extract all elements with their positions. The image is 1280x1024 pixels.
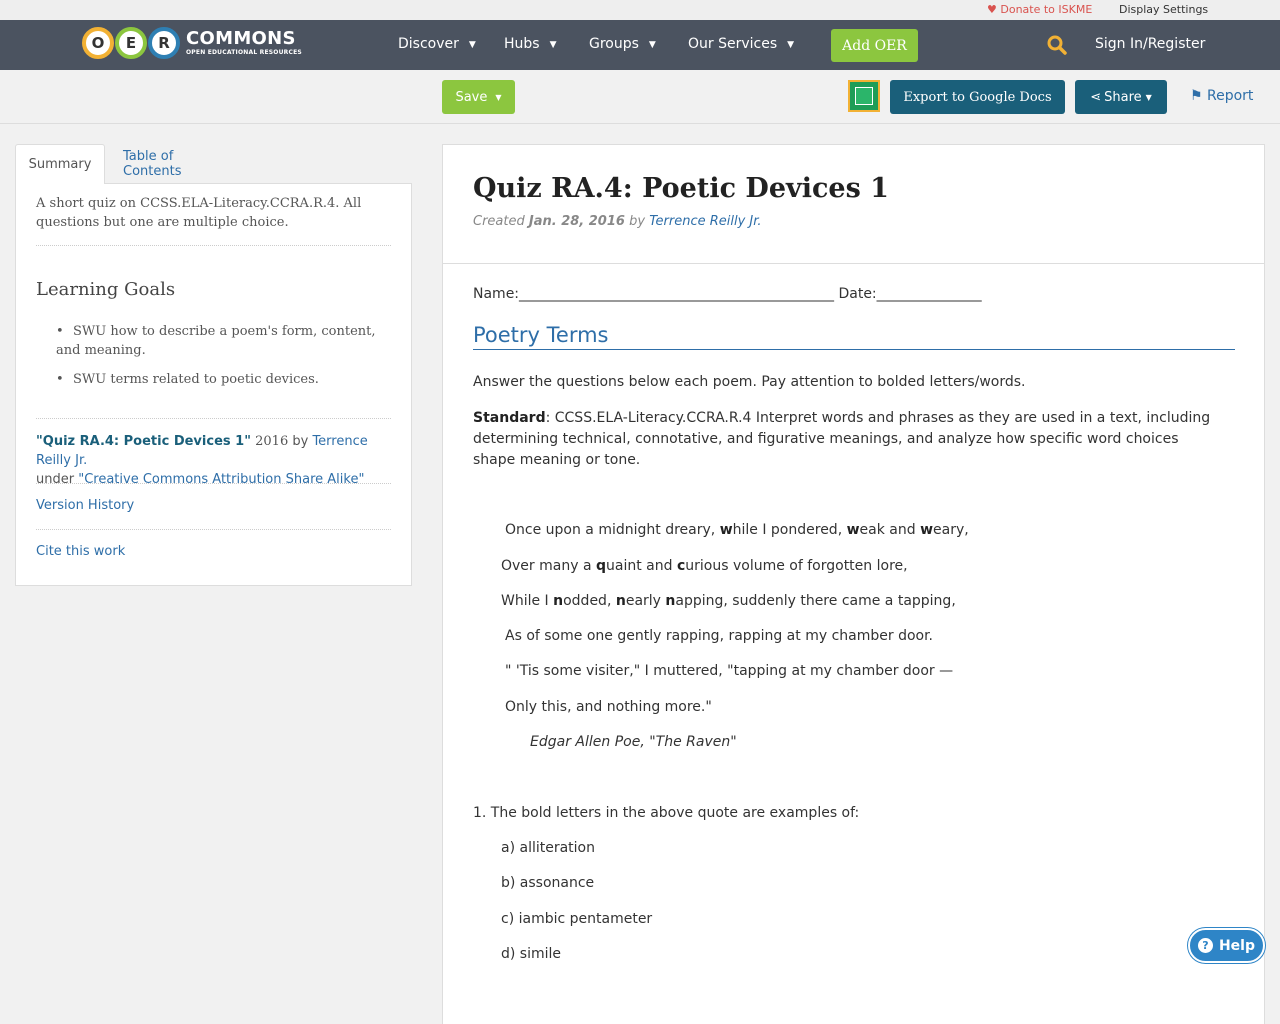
share-button[interactable] (1075, 80, 1167, 114)
attribution-by: by (292, 434, 309, 449)
utility-bar (0, 0, 1280, 20)
attribution-year: 2016 (255, 434, 289, 449)
nav-our-services-label: Our Services (688, 36, 778, 52)
poem-bold-letter: n (553, 593, 564, 609)
google-classroom-board-icon (855, 87, 873, 105)
section-heading: Poetry Terms (473, 323, 1235, 350)
display-settings-link[interactable]: Display Settings (1119, 3, 1209, 16)
logo-letter-r: R (148, 27, 180, 59)
logo-tagline: OPEN EDUCATIONAL RESOURCES (186, 49, 302, 56)
nav-groups[interactable] (589, 36, 656, 52)
poem-line (501, 591, 956, 612)
export-to-google-docs-button[interactable]: Export to Google Docs (890, 80, 1065, 114)
poem-bold-letter: w (846, 522, 860, 538)
nav-hubs[interactable] (504, 36, 557, 52)
main-nav (0, 20, 1280, 70)
standard-text: : CCSS.ELA-Literacy.CCRA.R.4 Interpret words and phrases as they are used in a text, including determining technical, connotative, and figurative meanings, and analyze how specific word choices shape meaning or tone. (473, 410, 1211, 468)
google-classroom-icon[interactable] (848, 80, 880, 112)
report-label: Report (1207, 88, 1254, 104)
chevron-down-icon: ▼ (549, 40, 557, 50)
donate-label: Donate to ISKME (1000, 3, 1093, 16)
poem-bold-letter: c (676, 558, 686, 574)
question-mark-icon: ? (1198, 938, 1213, 953)
poem-text: Once upon a midnight dreary, (505, 522, 720, 538)
cite-this-work-link[interactable]: Cite this work (36, 544, 126, 559)
list-item: • SWU how to describe a poem's form, content, and meaning. (56, 322, 391, 360)
poem-text: While I (501, 593, 554, 609)
nav-groups-label: Groups (589, 36, 639, 52)
tab-summary[interactable]: Summary (15, 144, 105, 184)
created-date: Jan. 28, 2016 (528, 214, 625, 229)
page-title: Quiz RA.4: Poetic Devices 1 (473, 173, 889, 204)
poem-bold-letter: w (920, 522, 934, 538)
summary-panel (15, 183, 412, 586)
save-label: Save (455, 89, 488, 105)
chevron-down-icon: ▼ (468, 40, 476, 50)
caret-down-icon: ▼ (495, 92, 502, 102)
donate-link[interactable] (987, 3, 1092, 16)
attribution-under: under (36, 472, 75, 487)
nav-discover[interactable] (398, 36, 476, 52)
logo-letter-o: O (82, 27, 114, 59)
learning-goal-text: SWU how to describe a poem's form, content, and meaning. (56, 324, 376, 358)
answer-option: c) iambic pentameter (501, 911, 653, 927)
oer-commons-logo[interactable] (82, 26, 302, 60)
poem-text: urious volume of forgotten lore, (685, 558, 908, 574)
resource-content (442, 144, 1265, 1024)
sign-in-register-link[interactable]: Sign In/Register (1095, 36, 1206, 52)
attribution (36, 432, 391, 489)
chevron-down-icon: ▼ (648, 40, 656, 50)
chevron-down-icon: ▼ (787, 40, 795, 50)
divider (443, 263, 1264, 264)
poem-text: eary, (933, 522, 969, 538)
resource-summary: A short quiz on CCSS.ELA-Literacy.CCRA.R.4. All questions but one are multiple choice. (36, 196, 362, 230)
help-label: Help (1218, 937, 1256, 954)
poem-line: " 'Tis some visiter," I muttered, "tapping at my chamber door — (505, 663, 954, 679)
poem-bold-letter: n (615, 593, 626, 609)
poem-line: As of some one gently rapping, rapping at my chamber door. (505, 628, 934, 644)
answer-option: d) simile (501, 946, 562, 962)
poem-text: hile I pondered, (732, 522, 847, 538)
report-link[interactable] (1190, 88, 1253, 104)
list-item: • SWU terms related to poetic devices. (56, 370, 391, 389)
answer-option: a) alliteration (501, 840, 595, 856)
poem-line (501, 556, 908, 577)
poem-text: early (625, 593, 666, 609)
learning-goals-list (56, 322, 391, 399)
poem-text: uaint and (606, 558, 677, 574)
search-icon[interactable] (1047, 35, 1067, 55)
resource-toolbar (0, 70, 1280, 124)
divider (36, 529, 391, 530)
resource-meta (473, 214, 762, 229)
tab-table-of-contents[interactable]: Table of Contents (123, 149, 182, 179)
nav-discover-label: Discover (398, 36, 459, 52)
answer-option: b) assonance (501, 875, 595, 891)
attribution-title-link[interactable]: "Quiz RA.4: Poetic Devices 1" (36, 434, 251, 449)
poem-bold-letter: w (719, 522, 733, 538)
poem-bold-letter: q (595, 558, 607, 574)
divider (36, 245, 391, 246)
author-link[interactable]: Terrence Reilly Jr. (649, 214, 762, 229)
question-text: 1. The bold letters in the above quote are examples of: (473, 805, 860, 821)
poem-text: apping, suddenly there came a tapping, (675, 593, 956, 609)
divider (36, 483, 391, 484)
divider (36, 418, 391, 419)
learning-goals-heading: Learning Goals (36, 279, 176, 300)
poem-bold-letter: n (665, 593, 676, 609)
standard-paragraph (473, 408, 1213, 471)
heart-icon: ♥ (987, 3, 997, 16)
poem-line (505, 520, 969, 541)
help-button[interactable] (1188, 928, 1265, 963)
name-date-line: Name:_____________________________________________ Date:_______________ (473, 286, 982, 302)
logo-wordmark (186, 30, 302, 56)
poem-text: eak and (859, 522, 921, 538)
version-history-link[interactable]: Version History (36, 498, 135, 513)
save-button[interactable] (442, 80, 515, 114)
caret-down-icon: ▼ (1145, 92, 1152, 102)
learning-goal-text: SWU terms related to poetic devices. (73, 372, 319, 387)
logo-word: COMMONS (186, 28, 296, 49)
logo-letter-e: E (115, 27, 147, 59)
attribution-author-link[interactable]: Terrence Reilly Jr. (36, 434, 368, 468)
add-oer-button[interactable]: Add OER (831, 29, 918, 62)
nav-hubs-label: Hubs (504, 36, 540, 52)
poem-line: Only this, and nothing more." (505, 699, 712, 715)
poem-text: odded, (563, 593, 616, 609)
flag-icon: ⚑ (1190, 88, 1203, 104)
standard-label: Standard (473, 410, 546, 426)
poem-credit: Edgar Allen Poe, "The Raven" (530, 734, 737, 750)
instructions: Answer the questions below each poem. Pay attention to bolded letters/words. (473, 374, 1026, 390)
created-by: by (629, 214, 646, 229)
nav-our-services[interactable] (688, 36, 794, 52)
share-label: Share (1104, 89, 1142, 105)
poem-text: Over many a (501, 558, 596, 574)
created-label: Created (473, 214, 525, 229)
share-icon: ⋖ (1090, 89, 1102, 105)
license-link[interactable]: "Creative Commons Attribution Share Alike" (78, 472, 365, 487)
